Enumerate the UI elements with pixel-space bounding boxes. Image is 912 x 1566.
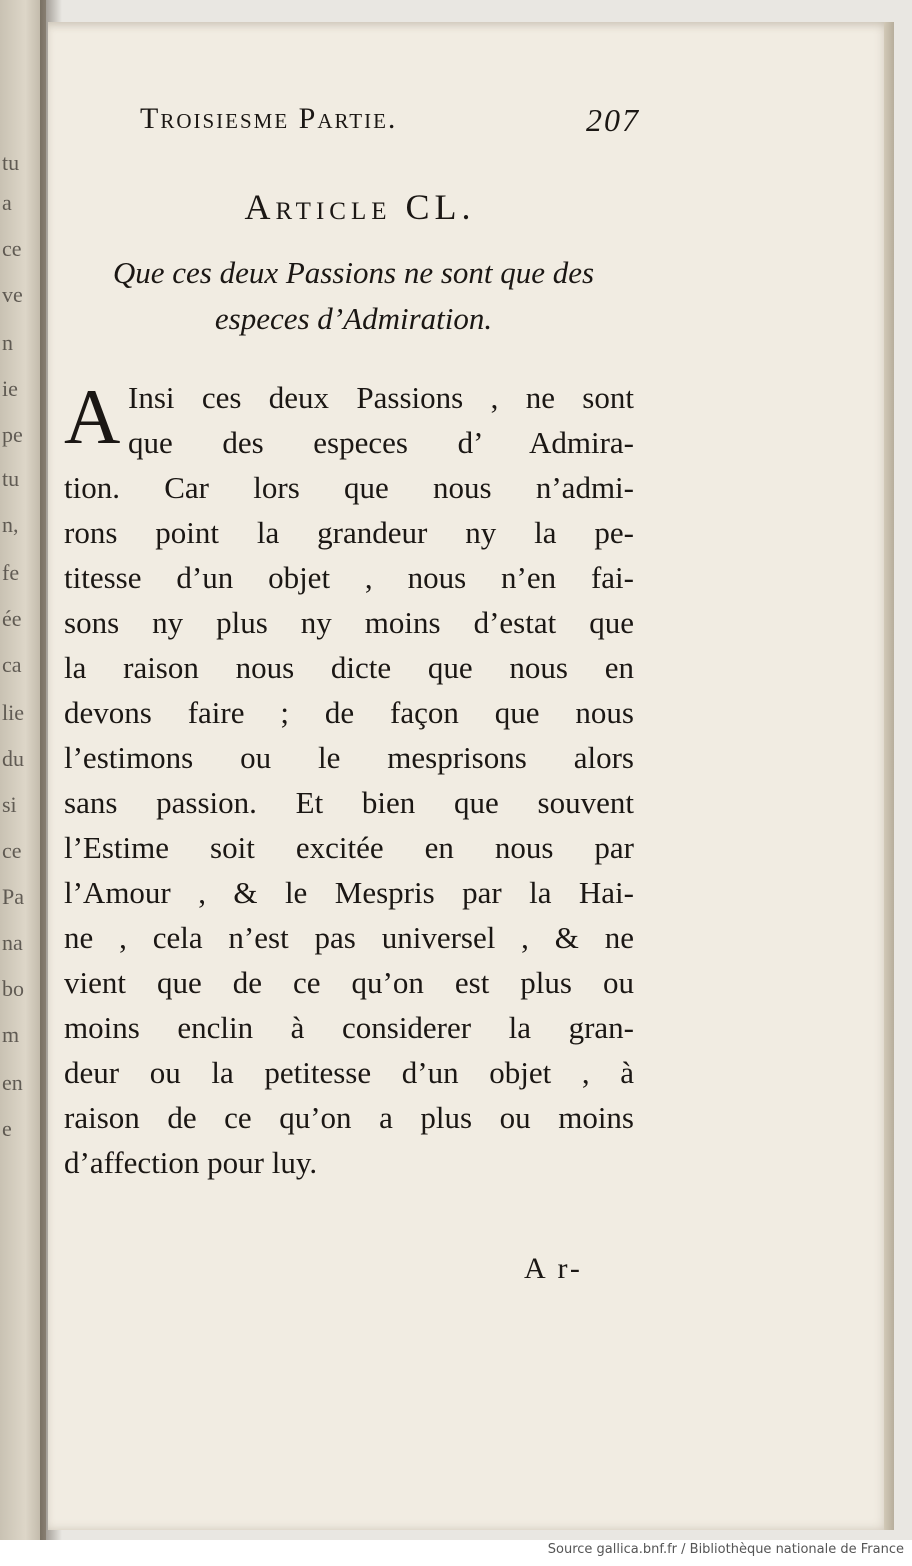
previous-page-edge: tu a ce ve n ie pe tu n, fe ée ca lie du si ce Pa na bo m en e <box>0 0 46 1540</box>
text-line: vient que de ce qu’on est plus ou <box>64 965 634 1000</box>
text-line: rons point la grandeur ny la pe- <box>64 515 634 550</box>
text-line: l’estimons ou le mesprisons alors <box>64 740 634 775</box>
text-line: raison de ce qu’on a plus ou moins <box>64 1100 634 1135</box>
page-right-edge <box>884 22 894 1530</box>
text-line: d’affection pour luy. <box>64 1145 318 1180</box>
subtitle-line: especes d’Admiration. <box>214 301 493 336</box>
running-head <box>140 102 650 142</box>
running-title: Troisiesme Partie. <box>140 102 398 135</box>
text-line: deur ou la petitesse d’un objet , à <box>64 1055 634 1090</box>
article-subtitle <box>66 250 641 342</box>
subtitle-line: Que ces deux Passions ne sont que des <box>112 255 595 290</box>
text-line: moins enclin à considerer la gran- <box>64 1010 634 1045</box>
text-line: Insi ces deux Passions , ne sont <box>128 380 634 415</box>
text-line: ne , cela n’est pas universel , & ne <box>64 920 634 955</box>
text-line: sons ny plus ny moins d’estat que <box>64 605 634 640</box>
text-line: l’Amour , & le Mespris par la Hai- <box>64 875 634 910</box>
text-line: devons faire ; de façon que nous <box>64 695 634 730</box>
text-line: sans passion. Et bien que souvent <box>64 785 634 820</box>
article-heading: Article CL. <box>244 187 476 227</box>
text-line: la raison nous dicte que nous en <box>64 650 634 685</box>
source-credit: Source gallica.bnf.fr / Bibliothèque nationale de France <box>547 1542 904 1557</box>
text-line: tion. Car lors que nous n’admi- <box>64 470 634 505</box>
drop-cap: A <box>64 373 121 460</box>
text-line: titesse d’un objet , nous n’en fai- <box>64 560 634 595</box>
text-line: l’Estime soit excitée en nous par <box>64 830 634 865</box>
text-line: que des especes d’ Admira- <box>128 425 634 460</box>
catchword: A r- <box>524 1252 583 1285</box>
page-number: 207 <box>586 102 640 138</box>
